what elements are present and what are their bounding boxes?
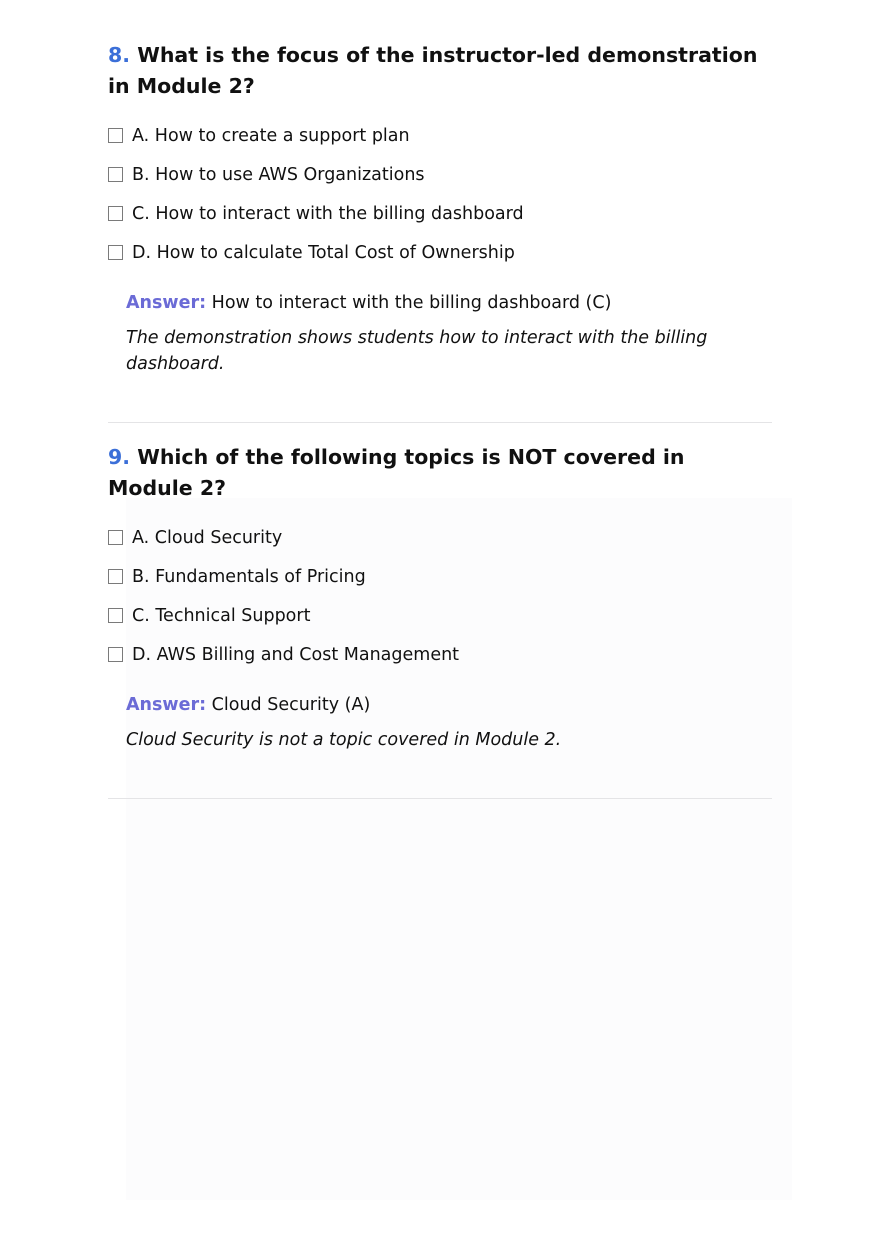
answer-block <box>126 692 772 753</box>
question-title <box>108 40 772 102</box>
option-label: A. How to create a support plan <box>132 125 410 146</box>
checkbox-icon[interactable] <box>108 167 123 182</box>
option-d[interactable] <box>108 635 772 674</box>
option-a[interactable] <box>108 518 772 557</box>
option-d[interactable] <box>108 233 772 272</box>
checkbox-icon[interactable] <box>108 530 123 545</box>
answer-explanation: The demonstration shows students how to interact with the billing dashboard. <box>126 328 708 374</box>
answer-block <box>126 290 772 377</box>
option-b[interactable] <box>108 155 772 194</box>
question-9 <box>108 442 772 753</box>
question-divider <box>108 798 772 799</box>
answer-label: Answer: <box>126 695 207 715</box>
answer-line <box>126 692 772 718</box>
option-a[interactable] <box>108 116 772 155</box>
question-text: Which of the following topics is NOT covered in Module 2? <box>108 445 685 500</box>
answer-text: Cloud Security (A) <box>211 695 371 715</box>
checkbox-icon[interactable] <box>108 608 123 623</box>
answer-line <box>126 290 772 316</box>
question-title <box>108 442 772 504</box>
question-number: 8. <box>108 43 131 67</box>
checkbox-icon[interactable] <box>108 206 123 221</box>
option-label: D. AWS Billing and Cost Management <box>132 644 460 665</box>
checkbox-icon[interactable] <box>108 245 123 260</box>
option-label: B. Fundamentals of Pricing <box>132 566 366 587</box>
question-8 <box>108 40 772 377</box>
option-label: B. How to use AWS Organizations <box>132 164 425 185</box>
question-text: What is the focus of the instructor-led demonstration in Module 2? <box>108 43 758 98</box>
option-b[interactable] <box>108 557 772 596</box>
quiz-content <box>108 40 772 799</box>
checkbox-icon[interactable] <box>108 128 123 143</box>
answer-text: How to interact with the billing dashboard (C) <box>211 293 612 313</box>
option-c[interactable] <box>108 596 772 635</box>
answer-explanation: Cloud Security is not a topic covered in Module 2. <box>126 730 562 750</box>
checkbox-icon[interactable] <box>108 647 123 662</box>
option-label: A. Cloud Security <box>132 527 283 548</box>
option-label: C. How to interact with the billing dashboard <box>132 203 524 224</box>
answer-label: Answer: <box>126 293 207 313</box>
question-divider <box>108 422 772 423</box>
option-label: C. Technical Support <box>132 605 311 626</box>
checkbox-icon[interactable] <box>108 569 123 584</box>
question-number: 9. <box>108 445 131 469</box>
option-c[interactable] <box>108 194 772 233</box>
option-label: D. How to calculate Total Cost of Ownership <box>132 242 515 263</box>
